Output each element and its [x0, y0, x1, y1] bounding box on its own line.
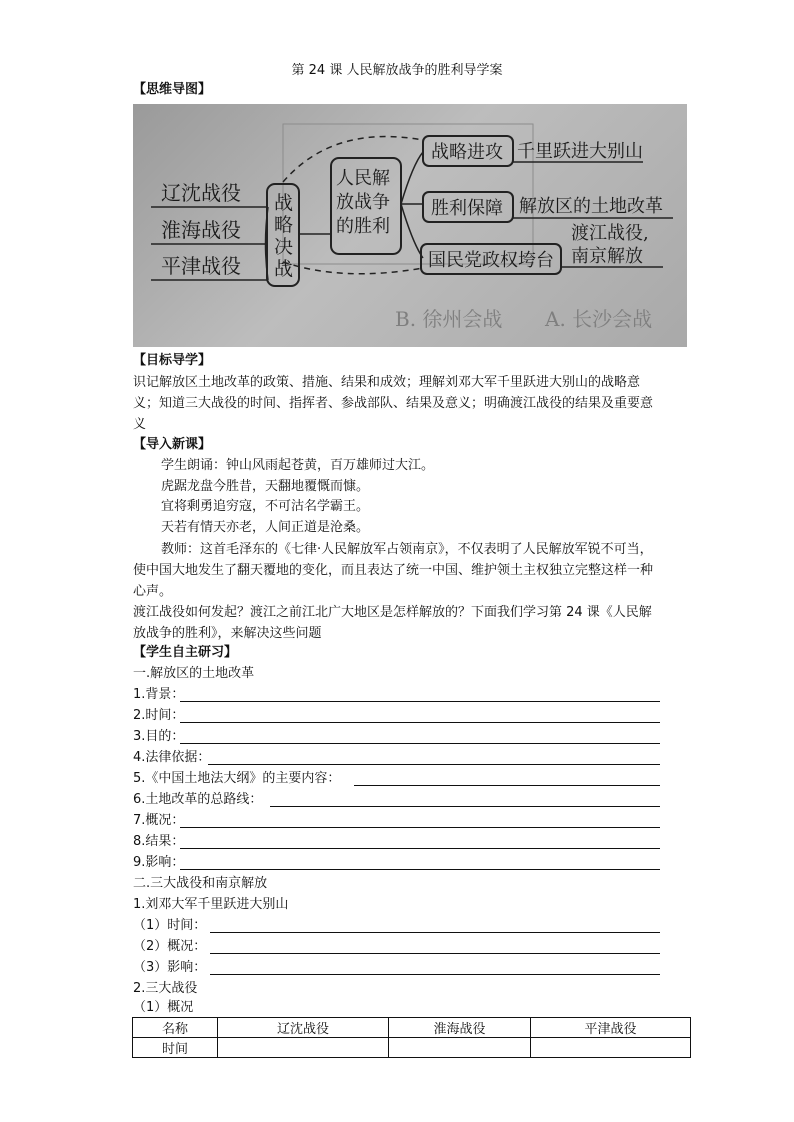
table-header-name: 名称 — [133, 1018, 218, 1038]
answer-line[interactable] — [210, 953, 660, 954]
branch-collapse: 国民党政权垮台 — [428, 250, 554, 271]
part1-item-5: 5.《中国土地法大纲》的主要内容： — [133, 771, 341, 786]
answer-line[interactable] — [180, 722, 660, 723]
bg-text-a: A. 长沙会战 — [545, 307, 653, 331]
node-char-1: 战 — [274, 192, 294, 214]
part1-item-8: 8.结果： — [133, 834, 185, 849]
mindmap-photo — [133, 104, 687, 347]
question-text: 渡江战役如何发起？渡江之前江北广大地区是怎样解放的？下面我们学习第 24 课《人民解放战争的胜利》，来解决这些问题 — [133, 605, 652, 641]
goals-text: 识记解放区土地改革的政策、措施、结果和成效；理解刘邓大军千里跃进大别山的战略意义；知道三大战役的时间、指挥者、参战部队、结果及意义；明确渡江战役的结果及重要意义 — [133, 375, 654, 432]
left-item-liaoshen: 辽沈战役 — [161, 181, 241, 205]
goals-label: 【目标导学】 — [133, 353, 212, 368]
part1-item-1: 1.背景： — [133, 687, 185, 702]
table-cell[interactable] — [389, 1038, 531, 1058]
poem-line-4: 天若有情天亦老，人间正道是沧桑。 — [161, 520, 370, 535]
poem-line-1: 学生朗诵：钟山风雨起苍黄，百万雄师过大江。 — [161, 458, 435, 473]
table-row — [133, 1038, 691, 1058]
left-items — [151, 181, 268, 280]
part1-item-4: 4.法律依据： — [133, 750, 211, 765]
table-header-huaihai: 淮海战役 — [389, 1018, 531, 1038]
answer-line[interactable] — [210, 932, 660, 933]
table-cell[interactable] — [218, 1038, 389, 1058]
center-line-2: 放战争 — [336, 192, 390, 213]
answer-line[interactable] — [208, 764, 660, 765]
part1-item-7: 7.概况： — [133, 813, 185, 828]
part1-title: 一.解放区的土地改革 — [133, 666, 255, 681]
answer-line[interactable] — [180, 743, 660, 744]
left-item-pingjin: 平津战役 — [161, 254, 241, 278]
table-row-label-time: 时间 — [133, 1038, 218, 1058]
part2-sub1-item-2: （2）概况： — [133, 939, 207, 954]
page-title: 第 24 课 人民解放战争的胜利导学案 — [291, 63, 503, 78]
part1-item-2: 2.时间： — [133, 708, 185, 723]
answer-line[interactable] — [270, 806, 660, 807]
poem-line-3: 宜将剩勇追穷寇，不可沽名学霸王。 — [161, 499, 370, 514]
answer-line[interactable] — [210, 974, 660, 975]
table-header-pingjin: 平津战役 — [531, 1018, 691, 1038]
teacher-text: 教师：这首毛泽东的《七律·人民解放军占领南京》，不仅表明了人民解放军锐不可当，使中国大地发生了翻天覆地的变化，而且表达了统一中国、维护领土主权独立完整这样一种心声。 — [133, 542, 654, 599]
part2-sub2-item: （1）概况 — [133, 1000, 194, 1015]
left-item-huaihai: 淮海战役 — [161, 218, 241, 242]
leaf-dabieshan: 千里跃进大别山 — [517, 141, 643, 162]
center-line-3: 的胜利 — [336, 216, 390, 237]
node-char-2: 略 — [274, 214, 294, 236]
answer-line[interactable] — [180, 827, 660, 828]
answer-line[interactable] — [180, 701, 660, 702]
bg-text-b: B. 徐州会战 — [395, 307, 503, 331]
answer-line[interactable] — [180, 848, 660, 849]
table-cell[interactable] — [531, 1038, 691, 1058]
leaf-land-reform: 解放区的土地改革 — [519, 196, 663, 217]
intro-label: 【导入新课】 — [133, 437, 212, 452]
mindmap-section-label: 【思维导图】 — [133, 82, 212, 97]
poem-line-2: 虎踞龙盘今胜昔，天翻地覆慨而慷。 — [161, 479, 370, 494]
part1-item-3: 3.目的： — [133, 729, 185, 744]
part1-item-9: 9.影响： — [133, 855, 185, 870]
branch-guarantee: 胜利保障 — [431, 198, 503, 219]
leaf-crossing-2: 南京解放 — [571, 246, 643, 267]
answer-line[interactable] — [354, 785, 660, 786]
part1-item-6: 6.土地改革的总路线： — [133, 792, 263, 807]
leaf-crossing-1: 渡江战役, — [571, 223, 649, 244]
part2-sub2: 2.三大战役 — [133, 981, 198, 996]
battles-table — [132, 1017, 691, 1058]
center-line-1: 人民解 — [336, 168, 390, 189]
part2-sub1-item-3: （3）影响： — [133, 960, 207, 975]
node-char-4: 战 — [274, 258, 294, 280]
part2-sub1: 1.刘邓大军千里跃进大别山 — [133, 897, 289, 912]
branch-offensive: 战略进攻 — [431, 142, 503, 163]
part2-sub1-item-1: （1）时间： — [133, 918, 207, 933]
table-row — [133, 1018, 691, 1038]
node-char-3: 决 — [274, 236, 294, 258]
table-header-liaoshen: 辽沈战役 — [218, 1018, 389, 1038]
study-label: 【学生自主研习】 — [133, 645, 238, 660]
part2-title: 二.三大战役和南京解放 — [133, 876, 268, 891]
answer-line[interactable] — [180, 869, 660, 870]
